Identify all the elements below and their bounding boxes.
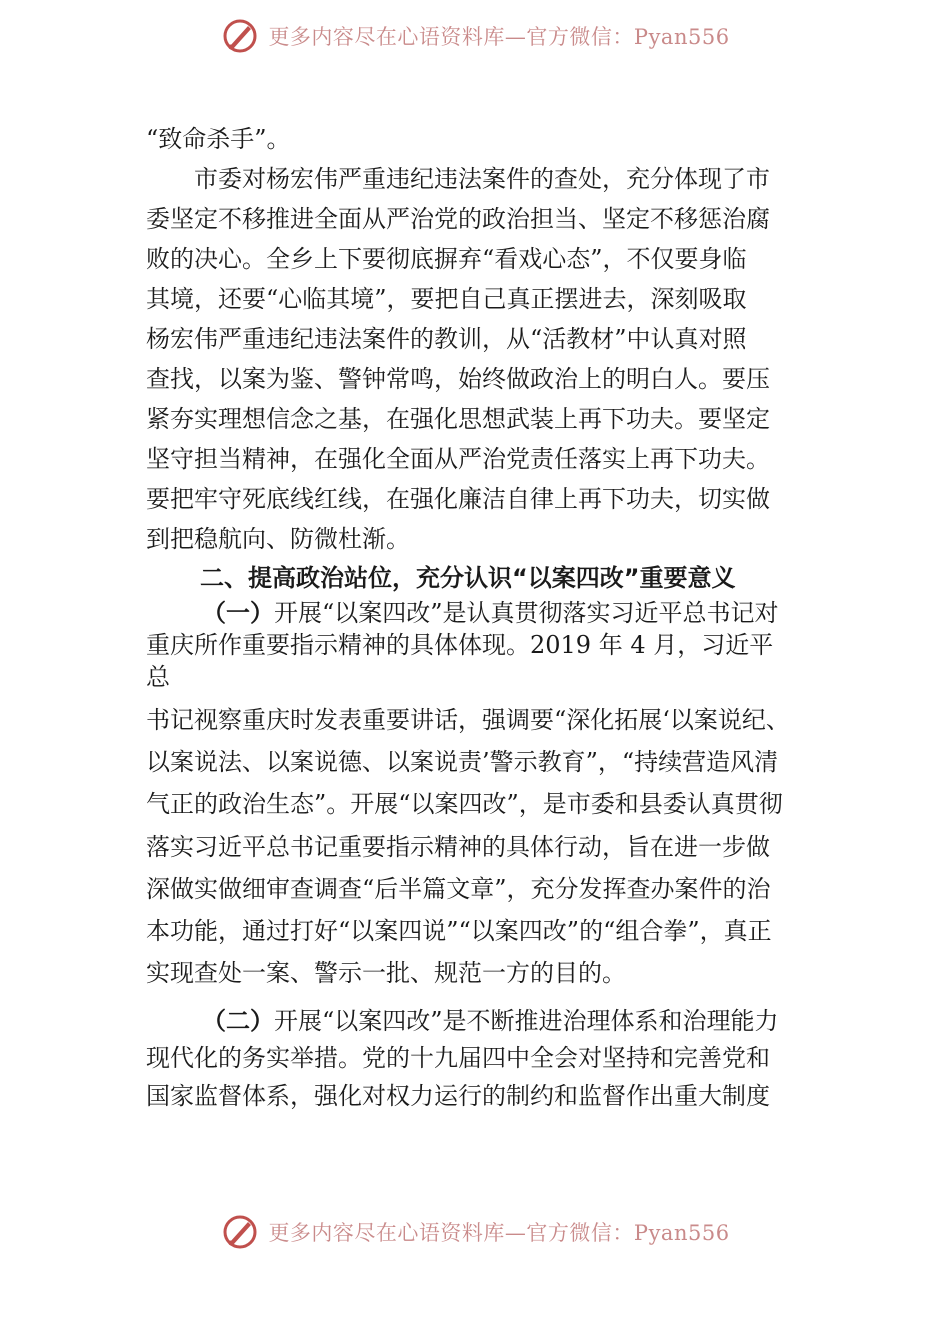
section1-label: （一） — [202, 599, 274, 627]
paragraph-line: 其境，还要“心临其境”，要把自己真正摆进去，深刻吸取 — [146, 285, 747, 313]
paragraph-line: 到把稳航向、防微杜渐。 — [146, 525, 410, 553]
paragraph-line: 总 — [146, 663, 170, 691]
paragraph-line: 实现查处一案、警示一批、规范一方的目的。 — [146, 959, 626, 987]
banner-text: 更多内容尽在心语资料库—官方微信：Pyan556 — [268, 1221, 730, 1245]
paragraph-line: 紧夯实理想信念之基，在强化思想武装上再下功夫。要坚定 — [146, 405, 770, 433]
paragraph-line: 深做实做细审查调查“后半篇文章”，充分发挥查办案件的治 — [146, 875, 771, 903]
section-heading: 二、提高政治站位，充分认识“以案四改”重要意义 — [200, 564, 736, 592]
banner-text: 更多内容尽在心语资料库—官方微信：Pyan556 — [268, 25, 730, 49]
paragraph-line: 书记视察重庆时发表重要讲话，强调要“深化拓展‘以案说纪、 — [146, 706, 790, 734]
paragraph-line: 开展“以案四改”是认真贯彻落实习近平总书记对 — [274, 599, 779, 627]
paragraph-line: 市委对杨宏伟严重违纪违法案件的查处，充分体现了市 — [146, 165, 770, 193]
red-seal-pen-icon — [220, 16, 260, 56]
paragraph-line: 坚守担当精神，在强化全面从严治党责任落实上再下功夫。 — [146, 445, 770, 473]
header-banner — [0, 14, 950, 58]
paragraph-line: 委坚定不移推进全面从严治党的政治担当、坚定不移惩治腐 — [146, 205, 770, 233]
paragraph-line: 气正的政治生态”。开展“以案四改”，是市委和县委认真贯彻 — [146, 790, 783, 818]
paragraph-line: 杨宏伟严重违纪违法案件的教训，从“活教材”中认真对照 — [146, 325, 747, 353]
paragraph-line: 开展“以案四改”是不断推进治理体系和治理能力 — [274, 1007, 779, 1035]
paragraph-line: 查找，以案为鉴、警钟常鸣，始终做政治上的明白人。要压 — [146, 365, 770, 393]
paragraph-line: “致命杀手”。 — [146, 125, 291, 153]
paragraph-line: 要把牢守死底线红线，在强化廉洁自律上再下功夫，切实做 — [146, 485, 770, 513]
section2-label: （二） — [202, 1007, 274, 1035]
footer-banner — [0, 1210, 950, 1254]
section1-first-line — [202, 598, 779, 628]
paragraph-line: 落实习近平总书记重要指示精神的具体行动，旨在进一步做 — [146, 833, 770, 861]
paragraph-line: 国家监督体系，强化对权力运行的制约和监督作出重大制度 — [146, 1082, 770, 1110]
paragraph-line: 败的决心。全乡上下要彻底摒弃“看戏心态”，不仅要身临 — [146, 245, 747, 273]
section2-first-line — [202, 1006, 779, 1036]
paragraph-line: 现代化的务实举措。党的十九届四中全会对坚持和完善党和 — [146, 1044, 770, 1072]
red-seal-pen-icon — [220, 1212, 260, 1252]
paragraph-line: 重庆所作重要指示精神的具体体现。2019 年 4 月，习近平 — [146, 631, 774, 659]
paragraph-line: 本功能，通过打好“以案四说”“以案四改”的“组合拳”，真正 — [146, 917, 772, 945]
paragraph-line: 以案说法、以案说德、以案说责’警示教育”，“持续营造风清 — [146, 748, 779, 776]
